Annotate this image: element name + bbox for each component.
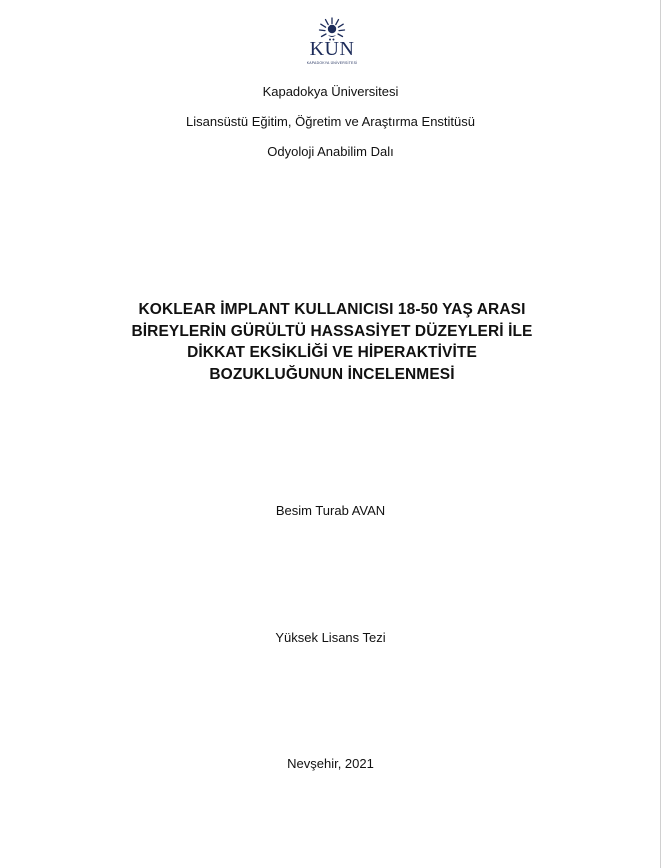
thesis-title xyxy=(90,299,574,385)
thesis-title-line: DİKKAT EKSİKLİĞİ VE HİPERAKTİVİTE xyxy=(187,344,477,361)
logo-subtext: KAPADOKYA ÜNİVERSİTESİ xyxy=(306,61,358,65)
university-logo xyxy=(302,16,362,72)
institute-name: Lisansüstü Eğitim, Öğretim ve Araştırma Enstitüsü xyxy=(186,114,475,129)
author-name: Besim Turab AVAN xyxy=(275,503,386,518)
logo-emblem-icon xyxy=(302,16,362,40)
thesis-title-line: BİREYLERİN GÜRÜLTÜ HASSASİYET DÜZEYLERİ İLE xyxy=(131,322,533,340)
thesis-title-line: BOZUKLUĞUNUN İNCELENMESİ xyxy=(209,365,455,383)
thesis-title-line: KOKLEAR İMPLANT KULLANICISI 18-50 YAŞ ARASI xyxy=(138,301,526,318)
place-and-date: Nevşehir, 2021 xyxy=(287,756,374,771)
department-name: Odyoloji Anabilim Dalı xyxy=(267,144,394,159)
university-name: Kapadokya Üniversitesi xyxy=(262,84,399,99)
degree-type: Yüksek Lisans Tezi xyxy=(275,630,386,645)
logo-wordmark: KÜN xyxy=(309,38,355,60)
